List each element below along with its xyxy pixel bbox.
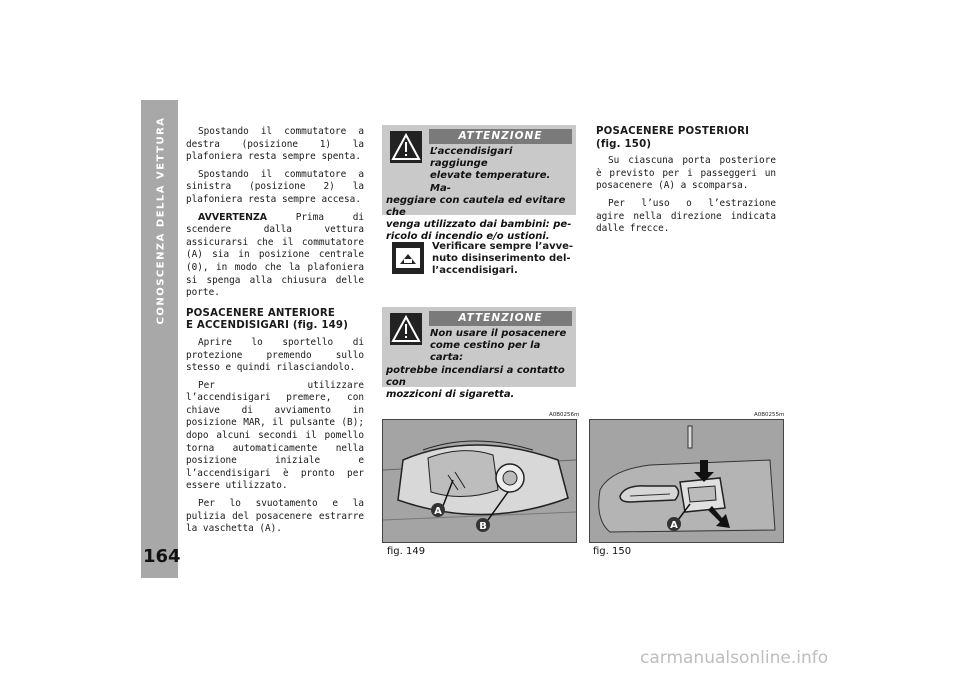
ashtray-lighter-illustration [383, 420, 576, 542]
figure-149 [382, 419, 577, 543]
paragraph: Per l’uso o l’estrazione agire nella direzione indicata dalle frecce. [596, 197, 776, 235]
section-heading [596, 126, 776, 151]
column-right [596, 126, 776, 241]
callout-a: A [670, 520, 678, 531]
warning-line: neggiare con cautela ed evitare che [386, 194, 566, 219]
paragraph: Spostando il commutatore a destra (posizione 1) la plafoniera resta sempre spenta. [186, 126, 364, 163]
warning-line: potrebbe incendiarsi a contatto con [386, 364, 565, 388]
warning-box [382, 125, 576, 243]
paragraph-text: Prima di scendere dalla vettura assicurarsi che il commutatore (A) sia in posizione centrale (0), in modo che la plafoniera si spenga alla chiusura delle porte. [186, 211, 364, 299]
warning-line: ricolo di incendio e/o ustioni. [386, 231, 550, 243]
heading-fig-ref: (fig. 149) [289, 320, 349, 332]
figure-150 [589, 419, 784, 543]
note-line: l’accendisigari. [432, 265, 518, 277]
figure-caption: fig. 149 [387, 546, 426, 557]
heading-line: POSACENERE ANTERIORE [186, 307, 336, 319]
heading-line: POSACENERE POSTERIORI [596, 126, 750, 137]
paragraph: Per lo svuotamento e la pulizia del posacenere estrarre la vaschetta (A). [186, 498, 364, 535]
callout-b: B [479, 521, 487, 532]
warning-box [382, 307, 576, 401]
note-line: nuto disinserimento del- [432, 253, 571, 265]
callout-a: A [434, 506, 442, 517]
column-left [186, 126, 364, 541]
heading-text: E ACCENDISIGARI [186, 320, 290, 332]
warning-line: Non usare il posacenere [430, 328, 567, 339]
section-title: CONOSCENZA DELLA VETTURA [155, 116, 167, 325]
note-label: AVVERTENZA [198, 211, 268, 223]
paragraph: Per utilizzare l’accendisigari premere, con chiave di avviamento in posizione MAR, il pulsante (B); dopo alcuni secondi il pomello torna automaticamente nella posizione iniziale e l’accendisigari è pronto per essere utilizzato. [186, 379, 364, 492]
warning-line: venga utilizzato dai bambini: pe- [386, 219, 572, 231]
section-heading [186, 308, 364, 333]
watermark: carmanualsonline.info [640, 648, 829, 668]
figure-code: A0B0256m [549, 412, 580, 418]
page-number: 164 [143, 546, 181, 567]
warning-text [382, 146, 572, 244]
warning-line: mozziconi di sigaretta. [386, 389, 515, 401]
warning-text [382, 328, 572, 401]
note-text [432, 241, 578, 278]
warning-line: come cestino per la carta: [430, 340, 541, 364]
side-strip [141, 100, 181, 578]
figure-caption: fig. 150 [593, 546, 632, 557]
note-line: Verificare sempre l’avve- [432, 241, 574, 252]
cigarette-lighter-icon [392, 242, 424, 274]
warning-line: L’accendisigari raggiunge [430, 146, 513, 170]
heading-line: (fig. 150) [596, 138, 652, 150]
warning-label: ATTENZIONE [429, 311, 572, 326]
note-block [388, 238, 574, 278]
paragraph: Aprire lo sportello di protezione premendo sullo stesso e quindi rilasciandolo. [186, 336, 364, 374]
heading-line [186, 320, 364, 333]
paragraph [186, 212, 364, 300]
paragraph: Su ciascuna porta posteriore è previsto per i passeggeri un posacenere (A) a scomparsa. [596, 155, 776, 192]
warning-label: ATTENZIONE [429, 129, 572, 144]
figure-code: A0B0255m [754, 412, 785, 418]
warning-line: elevate temperature. Ma- [430, 170, 551, 194]
paragraph: Spostando il commutatore a sinistra (posizione 2) la plafoniera resta sempre accesa. [186, 168, 364, 205]
rear-ashtray-illustration [590, 420, 783, 542]
